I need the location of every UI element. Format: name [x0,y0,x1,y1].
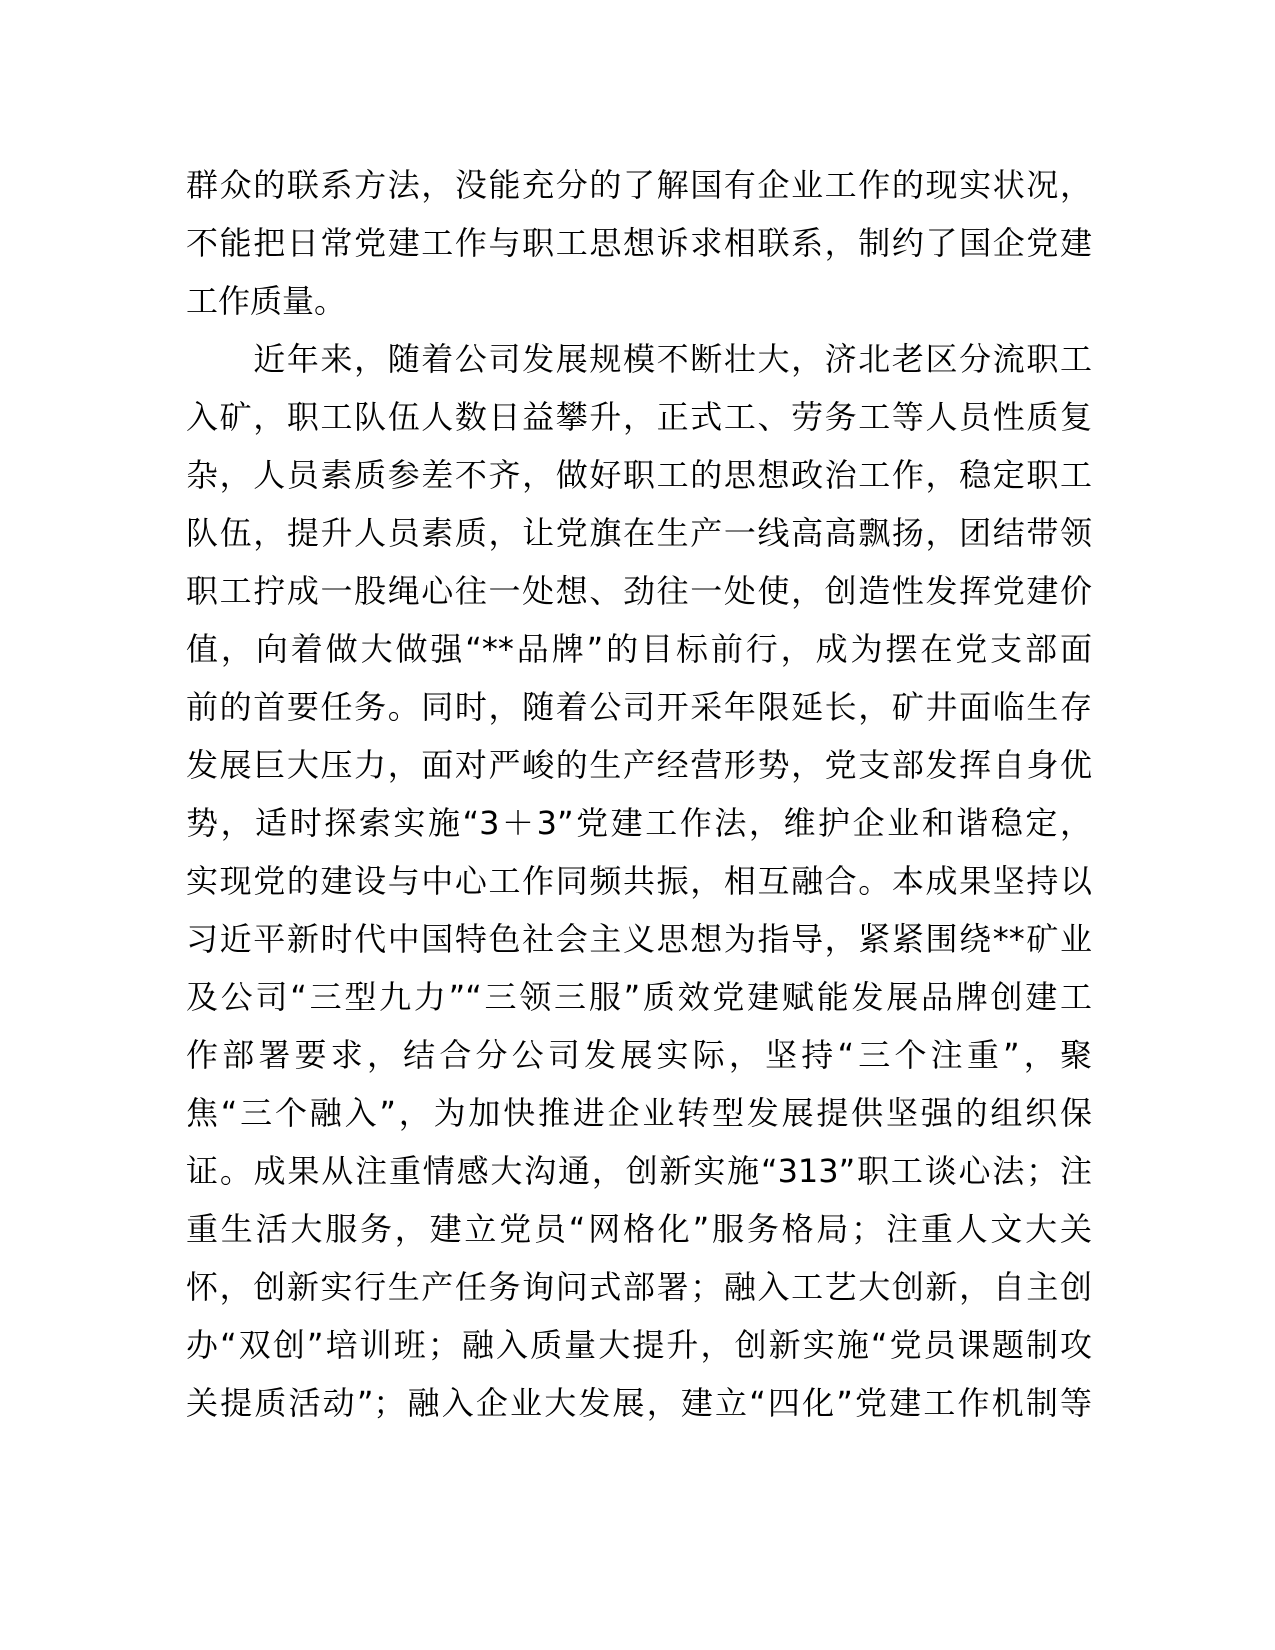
text-line: 群众的联系方法，没能充分的了解国有企业工作的现实状况， [186,166,1092,204]
text-line: 重生活大服务，建立党员“网格化”服务格局；注重人文大关 [186,1210,1092,1248]
text-line: 及公司“三型九力”“三领三服”质效党建赋能发展品牌创建工 [186,978,1092,1016]
text-line: 入矿，职工队伍人数日益攀升，正式工、劳务工等人员性质复 [186,398,1092,436]
paragraph [186,156,1092,330]
text-line: 习近平新时代中国特色社会主义思想为指导，紧紧围绕**矿业 [186,920,1092,958]
text-line: 队伍，提升人员素质，让党旗在生产一线高高飘扬，团结带领 [186,514,1092,552]
text-line: 怀，创新实行生产任务询问式部署；融入工艺大创新，自主创 [186,1268,1092,1306]
text-line [186,1432,1092,1490]
text-line: 关提质活动”；融入企业大发展，建立“四化”党建工作机制等 [186,1384,1092,1422]
text-line: 焦“三个融入”，为加快推进企业转型发展提供坚强的组织保 [186,1094,1092,1132]
text-line: 值，向着做大做强“**品牌”的目标前行，成为摆在党支部面 [186,630,1092,668]
text-line: 前的首要任务。同时，随着公司开采年限延长，矿井面临生存 [186,688,1092,726]
text-line: 近年来，随着公司发展规模不断壮大，济北老区分流职工 [186,340,1092,378]
text-line: 作部署要求，结合分公司发展实际，坚持“三个注重”，聚 [186,1036,1092,1074]
text-line: 杂，人员素质参差不齐，做好职工的思想政治工作，稳定职工 [186,456,1092,494]
text-line: 证。成果从注重情感大沟通，创新实施“313”职工谈心法；注 [186,1152,1092,1190]
text-line: 职工拧成一股绳心往一处想、劲往一处使，创造性发挥党建价 [186,572,1092,610]
body-text [186,156,1092,1490]
text-line: 不能把日常党建工作与职工思想诉求相联系，制约了国企党建 [186,224,1092,262]
text-line: 势，适时探索实施“3＋3”党建工作法，维护企业和谐稳定， [186,804,1092,842]
paragraph [186,330,1092,1490]
text-line: 发展巨大压力，面对严峻的生产经营形势，党支部发挥自身优 [186,746,1092,784]
text-line: 工作质量。 [186,282,347,320]
text-line: 办“双创”培训班；融入质量大提升，创新实施“党员课题制攻 [186,1326,1092,1364]
text-line: 实现党的建设与中心工作同频共振，相互融合。本成果坚持以 [186,862,1092,900]
